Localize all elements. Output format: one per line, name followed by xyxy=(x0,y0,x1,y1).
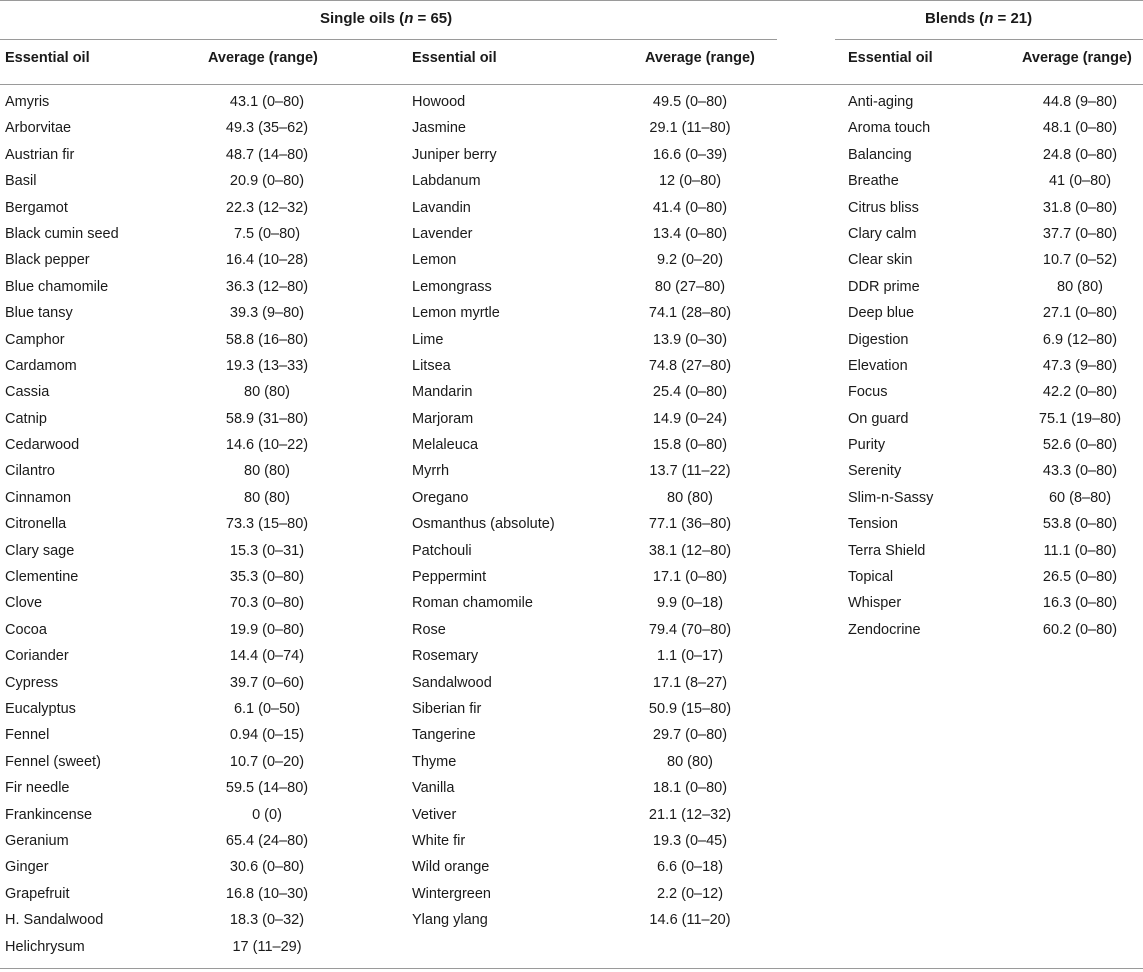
oil-name: Serenity xyxy=(848,463,902,480)
average-range: 17.1 (8–27) xyxy=(652,674,728,691)
oil-name: Marjoram xyxy=(412,410,474,427)
table-row xyxy=(5,120,345,146)
table-row xyxy=(848,595,1143,621)
average-range: 80 (80) xyxy=(244,463,290,480)
average-range: 74.8 (27–80) xyxy=(648,357,732,374)
oil-name: Lime xyxy=(412,331,444,348)
oil-name: Geranium xyxy=(5,832,69,849)
average-range: 49.5 (0–80) xyxy=(652,94,728,110)
col-header-avg-3: Average (range) xyxy=(1022,50,1132,66)
oil-name: Helichrysum xyxy=(5,938,85,955)
table-bottom-rule xyxy=(0,968,1143,969)
oil-name: Patchouli xyxy=(412,542,472,559)
average-range: 18.3 (0–32) xyxy=(229,912,305,929)
table-row xyxy=(5,226,345,252)
average-range: 42.2 (0–80) xyxy=(1042,384,1118,401)
oil-name: Amyris xyxy=(5,94,50,110)
table-row xyxy=(412,437,772,463)
average-range: 0.94 (0–15) xyxy=(229,727,305,744)
table-row xyxy=(5,807,345,833)
average-range: 16.8 (10–30) xyxy=(225,885,309,902)
oil-name: Zendocrine xyxy=(848,621,921,638)
oil-name: Oregano xyxy=(412,489,469,506)
oil-name: Frankincense xyxy=(5,806,93,823)
table-row xyxy=(848,569,1143,595)
average-range: 14.9 (0–24) xyxy=(652,410,728,427)
table-row xyxy=(5,147,345,173)
average-range: 15.3 (0–31) xyxy=(229,542,305,559)
average-range: 16.3 (0–80) xyxy=(1042,595,1118,612)
average-range: 49.3 (35–62) xyxy=(225,120,309,137)
oil-name: Citrus bliss xyxy=(848,199,919,216)
oil-name: Slim-n-Sassy xyxy=(848,489,934,506)
table-row xyxy=(848,147,1143,173)
table-row xyxy=(848,411,1143,437)
table-row xyxy=(5,384,345,410)
average-range: 65.4 (24–80) xyxy=(225,832,309,849)
oil-name: White fir xyxy=(412,832,466,849)
oil-name: Elevation xyxy=(848,357,908,374)
average-range: 25.4 (0–80) xyxy=(652,384,728,401)
oil-name: Cardamom xyxy=(5,357,77,374)
average-range: 17.1 (0–80) xyxy=(652,569,728,586)
oil-name: Peppermint xyxy=(412,569,487,586)
oil-name: Blue tansy xyxy=(5,305,73,322)
table-row xyxy=(848,332,1143,358)
col-header-oil-3: Essential oil xyxy=(848,50,933,66)
oil-name: Thyme xyxy=(412,753,457,770)
table-row xyxy=(5,543,345,569)
table-row xyxy=(412,463,772,489)
oil-name: Lemongrass xyxy=(412,278,492,295)
table-row xyxy=(412,200,772,226)
oil-name: Juniper berry xyxy=(412,146,497,163)
average-range: 35.3 (0–80) xyxy=(229,569,305,586)
oil-name: Deep blue xyxy=(848,305,915,322)
average-range: 48.7 (14–80) xyxy=(225,146,309,163)
table-row xyxy=(848,173,1143,199)
table-row xyxy=(5,675,345,701)
oil-name: Whisper xyxy=(848,595,902,612)
average-range: 73.3 (15–80) xyxy=(225,516,309,533)
single-header-n: n xyxy=(404,10,414,27)
single-oils-header xyxy=(320,10,452,27)
average-range: 16.6 (0–39) xyxy=(652,146,728,163)
oil-name: Clary calm xyxy=(848,225,917,242)
oil-name: Clementine xyxy=(5,569,79,586)
average-range: 29.1 (11–80) xyxy=(649,120,731,137)
oil-name: Balancing xyxy=(848,146,912,163)
table-row xyxy=(848,226,1143,252)
table-row xyxy=(5,173,345,199)
oil-name: Rose xyxy=(412,621,446,638)
average-range: 39.3 (9–80) xyxy=(229,305,305,322)
oil-name: Clove xyxy=(5,595,43,612)
average-range: 10.7 (0–20) xyxy=(229,753,305,770)
oil-name: Myrrh xyxy=(412,463,450,480)
blends-group-rule xyxy=(835,39,1143,40)
average-range: 19.3 (0–45) xyxy=(652,832,728,849)
oil-name: Clary sage xyxy=(5,542,75,559)
oil-name: Fennel xyxy=(5,727,50,744)
oil-name: Camphor xyxy=(5,331,65,348)
single-oils-column-2 xyxy=(412,94,772,939)
table-row xyxy=(412,120,772,146)
table-row xyxy=(412,859,772,885)
col-header-oil-2: Essential oil xyxy=(412,50,497,66)
oil-name: Lavender xyxy=(412,225,473,242)
oil-name: Sandalwood xyxy=(412,674,492,691)
average-range: 50.9 (15–80) xyxy=(648,700,732,717)
oil-name: Cypress xyxy=(5,674,59,691)
average-range: 52.6 (0–80) xyxy=(1042,437,1118,454)
top-rule xyxy=(0,0,1143,1)
average-range: 58.8 (16–80) xyxy=(225,331,309,348)
oil-name: Ylang ylang xyxy=(412,912,488,929)
average-range: 12 (0–80) xyxy=(658,173,722,190)
average-range: 0 (0) xyxy=(252,806,282,823)
average-range: 26.5 (0–80) xyxy=(1042,569,1118,586)
table-row xyxy=(412,886,772,912)
table-row xyxy=(848,490,1143,516)
oil-name: Tension xyxy=(848,516,898,533)
average-range: 9.9 (0–18) xyxy=(656,595,724,612)
average-range: 59.5 (14–80) xyxy=(225,780,309,797)
average-range: 43.1 (0–80) xyxy=(229,94,305,110)
table-row xyxy=(5,490,345,516)
table-row xyxy=(412,780,772,806)
average-range: 22.3 (12–32) xyxy=(225,199,309,216)
oil-name: Cedarwood xyxy=(5,437,80,454)
average-range: 27.1 (0–80) xyxy=(1042,305,1118,322)
oil-name: Lemon myrtle xyxy=(412,305,500,322)
average-range: 21.1 (12–32) xyxy=(648,806,732,823)
average-range: 7.5 (0–80) xyxy=(233,225,301,242)
oil-name: Fennel (sweet) xyxy=(5,753,101,770)
table-row xyxy=(412,569,772,595)
oil-name: Coriander xyxy=(5,648,69,665)
oil-name: Lavandin xyxy=(412,199,471,216)
average-range: 30.6 (0–80) xyxy=(229,859,305,876)
oil-name: Eucalyptus xyxy=(5,700,76,717)
table-row xyxy=(5,833,345,859)
oil-name: Basil xyxy=(5,173,37,190)
oil-name: Black pepper xyxy=(5,252,90,269)
oil-name: Topical xyxy=(848,569,894,586)
table-row xyxy=(848,437,1143,463)
oil-name: Black cumin seed xyxy=(5,225,119,242)
oil-name: Citronella xyxy=(5,516,67,533)
average-range: 36.3 (12–80) xyxy=(225,278,309,295)
oil-name: Cinnamon xyxy=(5,489,72,506)
average-range: 14.6 (10–22) xyxy=(225,437,309,454)
average-range: 9.2 (0–20) xyxy=(656,252,724,269)
average-range: 79.4 (70–80) xyxy=(648,621,732,638)
oil-name: Osmanthus (absolute) xyxy=(412,516,555,533)
table-row xyxy=(412,701,772,727)
average-range: 80 (27–80) xyxy=(654,278,726,295)
table-row xyxy=(412,807,772,833)
oil-name: Anti-aging xyxy=(848,94,914,110)
oil-name: Tangerine xyxy=(412,727,476,744)
table-row xyxy=(5,200,345,226)
blend-header-suffix: = 21) xyxy=(993,10,1033,27)
average-range: 13.4 (0–80) xyxy=(652,225,728,242)
average-range: 77.1 (36–80) xyxy=(648,516,732,533)
average-range: 18.1 (0–80) xyxy=(652,780,728,797)
oil-name: Lemon xyxy=(412,252,457,269)
table-row xyxy=(412,912,772,938)
oil-name: Jasmine xyxy=(412,120,466,137)
table-row xyxy=(5,437,345,463)
average-range: 31.8 (0–80) xyxy=(1042,199,1118,216)
oil-name: Breathe xyxy=(848,173,899,190)
table-row xyxy=(848,516,1143,542)
average-range: 11.1 (0–80) xyxy=(1043,542,1117,559)
average-range: 13.9 (0–30) xyxy=(652,331,728,348)
oil-name: Bergamot xyxy=(5,199,68,216)
table-row xyxy=(412,252,772,278)
table-row xyxy=(412,595,772,621)
col-header-avg-2: Average (range) xyxy=(645,50,755,66)
oil-name: Ginger xyxy=(5,859,49,876)
oil-name: Vetiver xyxy=(412,806,457,823)
table-row xyxy=(848,622,1143,648)
table-row xyxy=(848,279,1143,305)
table-row xyxy=(5,358,345,384)
blend-header-n: n xyxy=(984,10,994,27)
table-row xyxy=(848,120,1143,146)
table-row xyxy=(5,463,345,489)
table-row xyxy=(412,226,772,252)
table-row xyxy=(5,701,345,727)
table-row xyxy=(412,358,772,384)
table-row xyxy=(5,780,345,806)
table-row xyxy=(848,384,1143,410)
average-range: 53.8 (0–80) xyxy=(1042,516,1118,533)
oil-name: Mandarin xyxy=(412,384,473,401)
blends-header xyxy=(925,10,1032,27)
oil-name: Labdanum xyxy=(412,173,481,190)
oil-name: Litsea xyxy=(412,357,451,374)
table-row xyxy=(412,543,772,569)
table-row xyxy=(848,200,1143,226)
table-row xyxy=(412,622,772,648)
average-range: 2.2 (0–12) xyxy=(656,885,724,902)
table-row xyxy=(5,754,345,780)
table-row xyxy=(412,173,772,199)
table-row xyxy=(5,595,345,621)
average-range: 80 (80) xyxy=(244,489,290,506)
average-range: 19.9 (0–80) xyxy=(229,621,305,638)
blend-header-prefix: Blends ( xyxy=(925,10,985,27)
table-row xyxy=(5,859,345,885)
col-header-oil-1: Essential oil xyxy=(5,50,90,66)
average-range: 6.9 (12–80) xyxy=(1042,331,1118,348)
table-row xyxy=(5,912,345,938)
average-range: 47.3 (9–80) xyxy=(1042,357,1118,374)
average-range: 74.1 (28–80) xyxy=(648,305,732,322)
oil-name: Blue chamomile xyxy=(5,278,109,295)
table-row xyxy=(5,622,345,648)
table-row xyxy=(848,463,1143,489)
single-header-suffix: = 65) xyxy=(413,10,453,27)
table-row xyxy=(412,305,772,331)
average-range: 48.1 (0–80) xyxy=(1042,120,1118,137)
oil-name: Austrian fir xyxy=(5,146,75,163)
table-row xyxy=(848,252,1143,278)
oil-name: Clear skin xyxy=(848,252,913,269)
average-range: 60.2 (0–80) xyxy=(1042,621,1118,638)
oil-name: Roman chamomile xyxy=(412,595,533,612)
average-range: 15.8 (0–80) xyxy=(652,437,728,454)
table-row xyxy=(5,727,345,753)
oil-name: Wild orange xyxy=(412,859,490,876)
average-range: 41.4 (0–80) xyxy=(652,199,728,216)
average-range: 14.6 (11–20) xyxy=(649,912,731,929)
table-row xyxy=(5,886,345,912)
table-row xyxy=(848,305,1143,331)
average-range: 75.1 (19–80) xyxy=(1038,410,1122,427)
table-row xyxy=(412,648,772,674)
average-range: 41 (0–80) xyxy=(1048,173,1112,190)
average-range: 37.7 (0–80) xyxy=(1042,225,1118,242)
average-range: 17 (11–29) xyxy=(232,938,302,955)
header-bottom-rule xyxy=(0,84,1143,85)
average-range: 39.7 (0–60) xyxy=(229,674,305,691)
average-range: 19.3 (13–33) xyxy=(225,357,309,374)
table-row xyxy=(848,94,1143,120)
oil-name: Cocoa xyxy=(5,621,47,638)
average-range: 43.3 (0–80) xyxy=(1042,463,1118,480)
average-range: 14.4 (0–74) xyxy=(229,648,305,665)
oil-name: Siberian fir xyxy=(412,700,482,717)
oil-name: Purity xyxy=(848,437,886,454)
average-range: 1.1 (0–17) xyxy=(656,648,724,665)
average-range: 10.7 (0–52) xyxy=(1042,252,1118,269)
oil-name: Rosemary xyxy=(412,648,479,665)
oil-name: Aroma touch xyxy=(848,120,931,137)
single-oils-column-1 xyxy=(5,94,345,965)
average-range: 16.4 (10–28) xyxy=(225,252,309,269)
oil-name: Melaleuca xyxy=(412,437,479,454)
oil-name: DDR prime xyxy=(848,278,920,295)
oil-name: Grapefruit xyxy=(5,885,70,902)
table-row xyxy=(848,358,1143,384)
table-row xyxy=(412,411,772,437)
table-row xyxy=(412,332,772,358)
single-header-prefix: Single oils ( xyxy=(320,10,405,27)
table-row xyxy=(5,569,345,595)
oil-name: Catnip xyxy=(5,410,47,427)
table-row xyxy=(412,754,772,780)
table-row xyxy=(5,516,345,542)
table-row xyxy=(412,384,772,410)
col-header-avg-1: Average (range) xyxy=(208,50,318,66)
average-range: 70.3 (0–80) xyxy=(229,595,305,612)
oil-name: Terra Shield xyxy=(848,542,926,559)
average-range: 80 (80) xyxy=(1057,278,1103,295)
blends-column xyxy=(848,94,1143,648)
average-range: 29.7 (0–80) xyxy=(652,727,728,744)
oil-name: Focus xyxy=(848,384,888,401)
table-row xyxy=(412,147,772,173)
average-range: 6.6 (0–18) xyxy=(656,859,724,876)
table-row xyxy=(5,252,345,278)
table-row xyxy=(5,279,345,305)
table-row xyxy=(412,516,772,542)
oil-name: Fir needle xyxy=(5,780,70,797)
average-range: 38.1 (12–80) xyxy=(648,542,732,559)
table-row xyxy=(5,648,345,674)
table-row xyxy=(5,332,345,358)
average-range: 6.1 (0–50) xyxy=(233,700,301,717)
average-range: 80 (80) xyxy=(667,489,713,506)
oil-name: H. Sandalwood xyxy=(5,912,104,929)
oil-name: Wintergreen xyxy=(412,885,491,902)
average-range: 58.9 (31–80) xyxy=(225,410,309,427)
table-row xyxy=(5,939,345,965)
average-range: 80 (80) xyxy=(244,384,290,401)
average-range: 60 (8–80) xyxy=(1048,489,1112,506)
table-row xyxy=(412,279,772,305)
oil-name: On guard xyxy=(848,410,909,427)
oil-name: Digestion xyxy=(848,331,909,348)
average-range: 80 (80) xyxy=(667,753,713,770)
average-range: 44.8 (9–80) xyxy=(1042,94,1118,110)
table-row xyxy=(5,305,345,331)
table-row xyxy=(412,490,772,516)
table-row xyxy=(412,727,772,753)
oil-name: Arborvitae xyxy=(5,120,72,137)
single-group-rule xyxy=(0,39,777,40)
average-range: 13.7 (11–22) xyxy=(649,463,731,480)
table-row xyxy=(412,675,772,701)
average-range: 24.8 (0–80) xyxy=(1042,146,1118,163)
table-row xyxy=(412,833,772,859)
table-row xyxy=(5,411,345,437)
table-row xyxy=(412,94,772,120)
table-row xyxy=(5,94,345,120)
oil-name: Cilantro xyxy=(5,463,55,480)
oil-name: Vanilla xyxy=(412,780,455,797)
oil-name: Howood xyxy=(412,94,466,110)
oil-name: Cassia xyxy=(5,384,50,401)
average-range: 20.9 (0–80) xyxy=(229,173,305,190)
table-row xyxy=(848,543,1143,569)
